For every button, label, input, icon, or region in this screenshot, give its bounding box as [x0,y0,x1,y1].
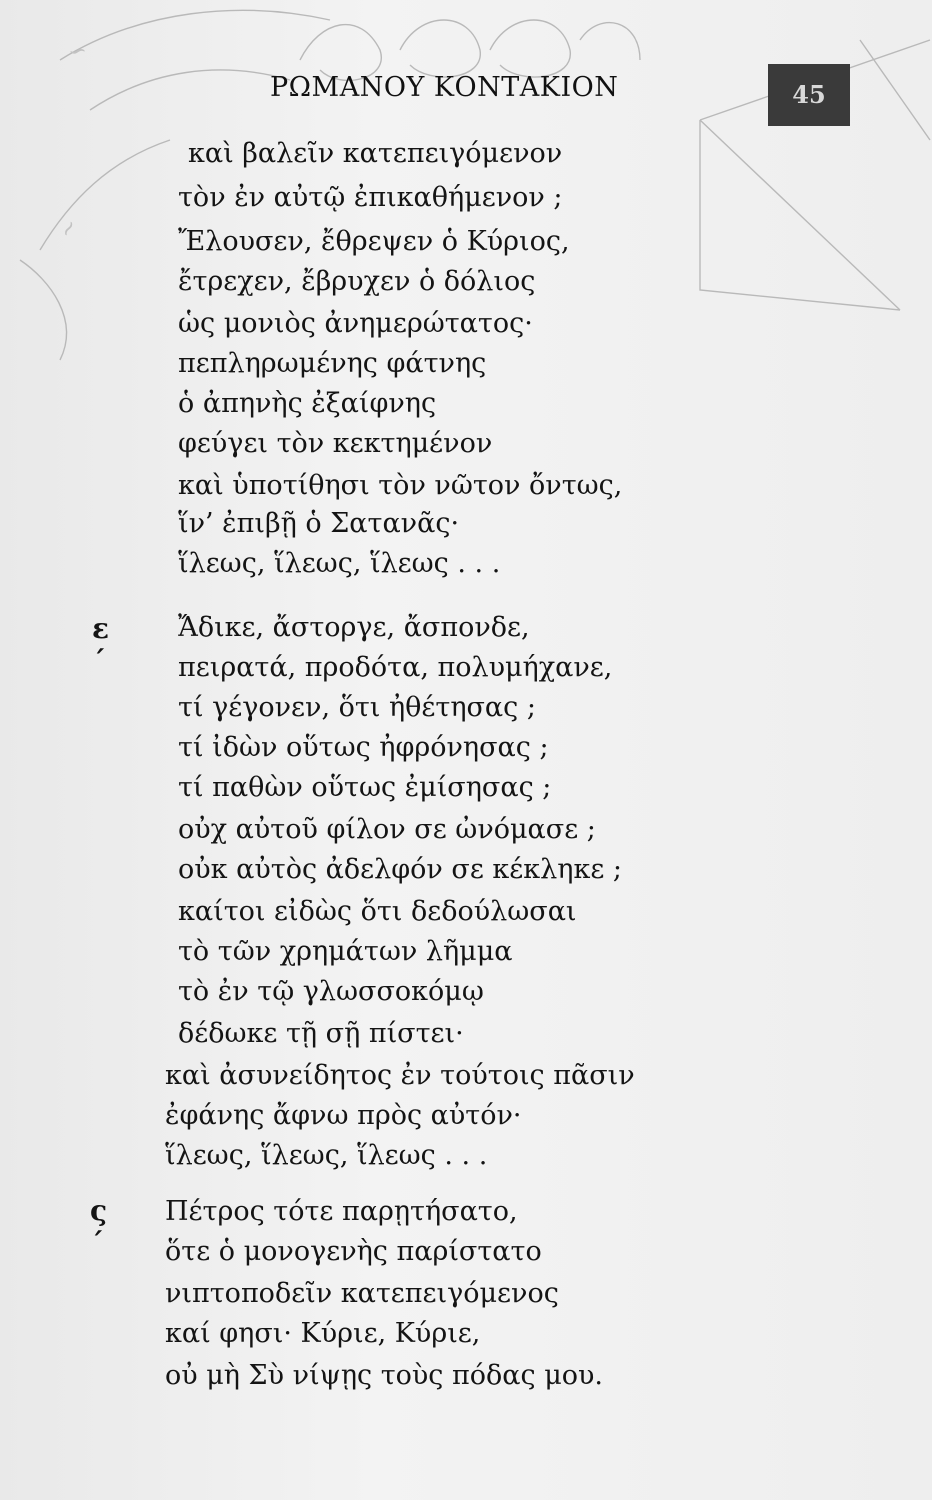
verse-line: πειρατά, προδότα, πολυμήχανε, [178,652,613,683]
verse-line: ἵλεως, ἵλεως, ἵλεως . . . [165,1140,488,1171]
running-head: ΡΩΜΑΝΟΥ ΚΟΝΤΑΚΙΟΝ [270,72,619,103]
verse-line: Ἔλουσεν, ἔθρεψεν ὁ Κύριος, [178,226,570,257]
verse-line: ὅτε ὁ μονογενὴς παρίστατο [165,1236,542,1267]
verse-line: πεπληρωμένης φάτνης [178,348,487,379]
verse-line: καίτοι εἰδὼς ὅτι δεδούλωσαι [178,896,577,927]
verse-line: Ἄδικε, ἄστοργε, ἄσπονδε, [178,612,530,643]
verse-line: οὐ μὴ Σὺ νίψῃς τοὺς πόδας μου. [165,1360,603,1391]
svg-text:~: ~ [53,214,85,243]
verse-line: οὐκ αὐτὸς ἀδελφόν σε κέκληκε ; [178,854,622,885]
verse-line: τὸ ἐν τῷ γλωσσοκόμῳ [178,976,484,1007]
verse-line: νιπτοποδεῖν κατεπειγόμενος [165,1278,559,1309]
verse-line: ἐφάνης ἄφνω πρὸς αὐτόν· [165,1100,522,1131]
verse-line: ἵν’ ἐπιβῇ ὁ Σατανᾶς· [178,508,460,539]
verse-line: δέδωκε τῇ σῇ πίστει· [178,1018,464,1049]
verse-line: καὶ βαλεῖν κατεπειγόμενον [188,138,563,169]
verse-line: φεύγει τὸν κεκτημένον [178,428,493,459]
verse-line: τὸ τῶν χρημάτων λῆμμα [178,936,513,967]
verse-line: ἵλεως, ἵλεως, ἵλεως . . . [178,548,501,579]
stanza-number: ς´ [90,1194,108,1260]
verse-line: Πέτρος τότε παρῃτήσατο, [165,1196,518,1227]
verse-line: τί παθὼν οὕτως ἐμίσησας ; [178,772,552,803]
verse-line: καί φησι· Κύριε, Κύριε, [165,1318,481,1349]
verse-line: οὐχ αὐτοῦ φίλον σε ὠνόμασε ; [178,814,596,845]
verse-line: τί γέγονεν, ὅτι ἠθέτησας ; [178,692,536,723]
verse-line: τί ἰδὼν οὕτως ἠφρόνησας ; [178,732,549,763]
stanza-number: ε´ [92,612,110,678]
page-number: 45 [768,64,850,126]
verse-line: καὶ ὑποτίθησι τὸν νῶτον ὄντως, [178,470,623,501]
verse-line: ὡς μονιὸς ἀνημερώτατος· [178,308,533,339]
verse-line: ἔτρεχεν, ἔβρυχεν ὁ δόλιος [178,266,536,297]
verse-line: καὶ ἀσυνείδητος ἐν τούτοις πᾶσιν [165,1060,635,1091]
verse-line: τὸν ἐν αὐτῷ ἐπικαθήμενον ; [178,182,563,213]
svg-text:∽: ∽ [66,37,90,66]
verse-line: ὁ ἀπηνὴς ἐξαίφνης [178,388,437,419]
